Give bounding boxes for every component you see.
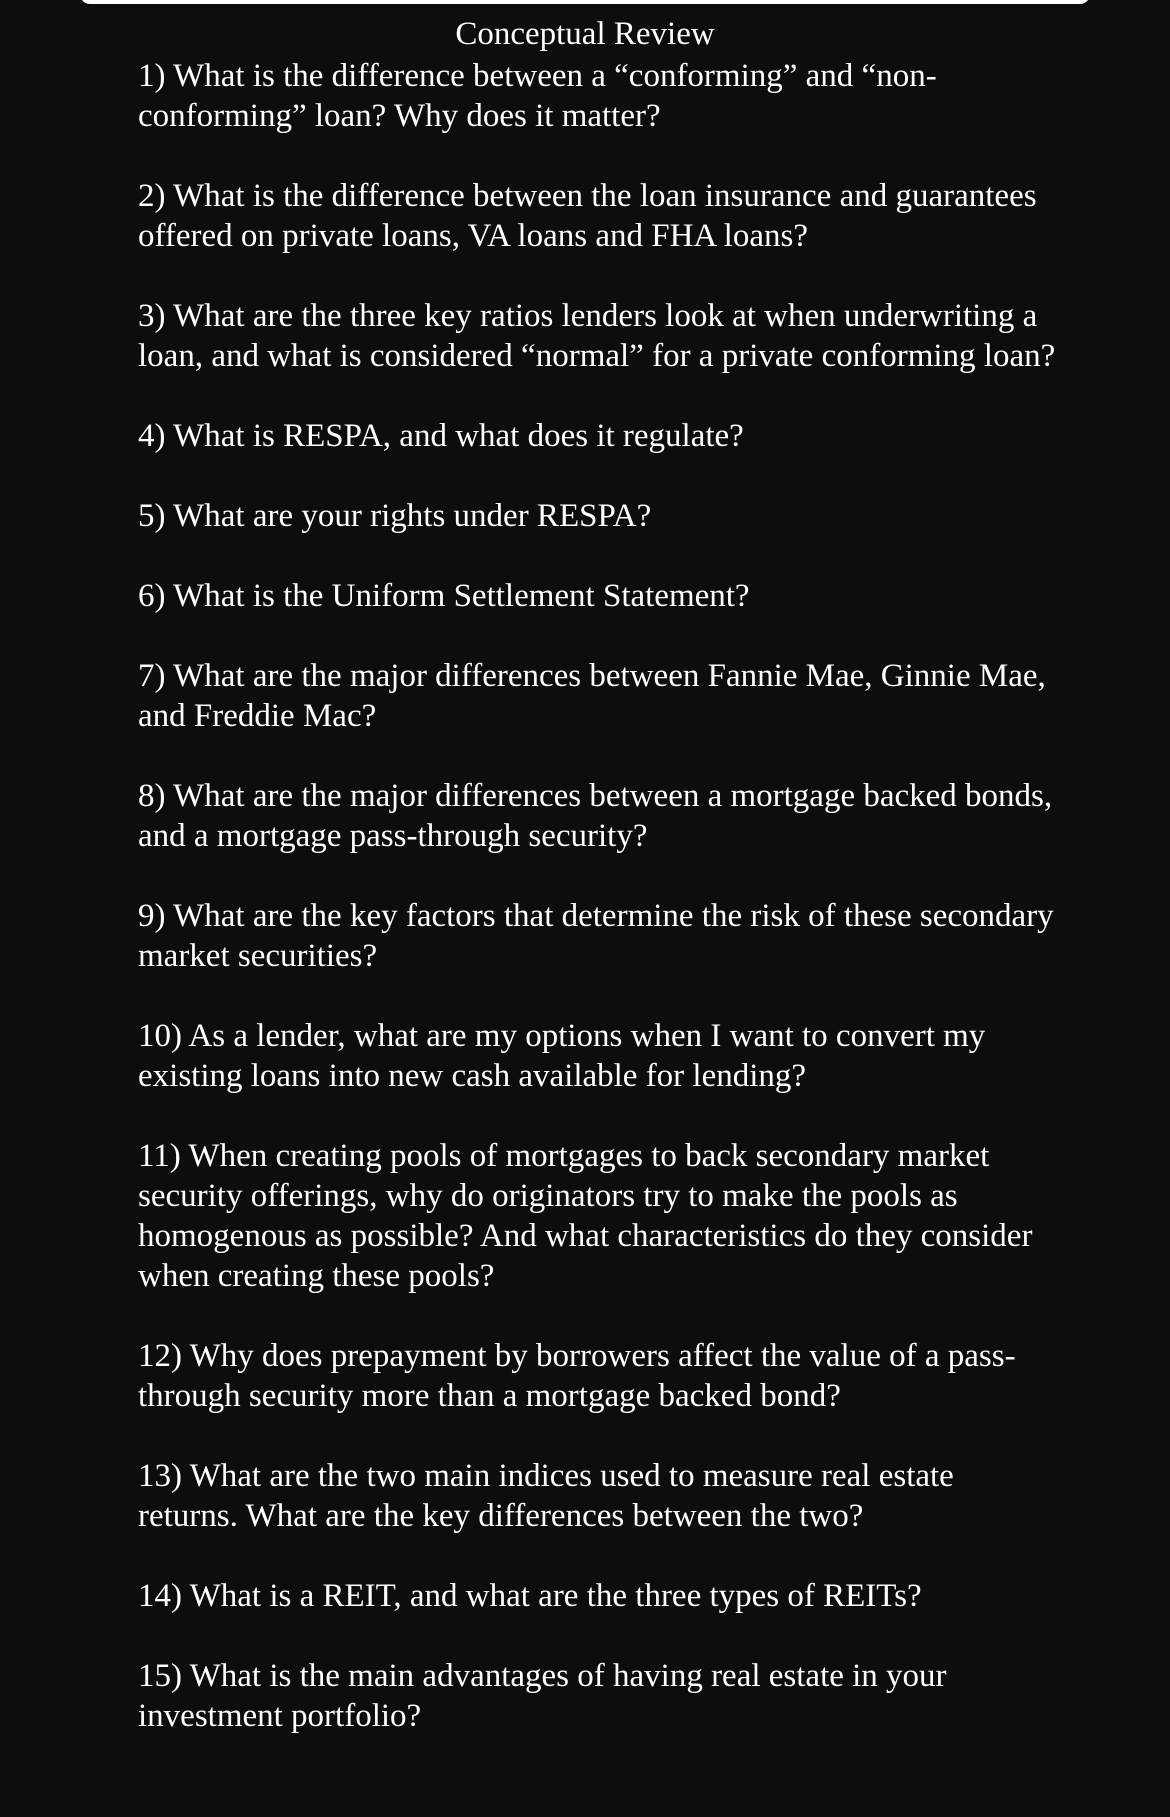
question-10: 10) As a lender, what are my options when I want to convert my existing loans into new cash available for lending? <box>138 1018 986 1094</box>
question-13: 13) What are the two main indices used to measure real estate returns. What are the key differences between the two? <box>138 1458 954 1534</box>
question-12: 12) Why does prepayment by borrowers affect the value of a pass-through security more than a mortgage backed bond? <box>138 1338 1016 1414</box>
question-14: 14) What is a REIT, and what are the three types of REITs? <box>138 1578 922 1614</box>
question-9: 9) What are the key factors that determine the risk of these secondary market securities? <box>138 898 1054 974</box>
question-15: 15) What is the main advantages of having real estate in your investment portfolio? <box>138 1658 947 1734</box>
question-3: 3) What are the three key ratios lenders look at when underwriting a loan, and what is considered “normal” for a private conforming loan? <box>138 298 1056 374</box>
question-5: 5) What are your rights under RESPA? <box>138 498 652 534</box>
question-7: 7) What are the major differences between Fannie Mae, Ginnie Mae, and Freddie Mac? <box>138 658 1046 734</box>
question-2: 2) What is the difference between the loan insurance and guarantees offered on private loans, VA loans and FHA loans? <box>138 178 1037 254</box>
question-list <box>138 56 1058 1776</box>
document-title: Conceptual Review <box>455 16 715 52</box>
question-6: 6) What is the Uniform Settlement Statement? <box>138 578 750 614</box>
question-11: 11) When creating pools of mortgages to back secondary market security offerings, why do originators try to make the pools as homogenous as possible? And what characteristics do they consider when creating these pools? <box>138 1138 1033 1294</box>
question-1: 1) What is the difference between a “conforming” and “non-conforming” loan? Why does it matter? <box>138 58 937 134</box>
question-4: 4) What is RESPA, and what does it regulate? <box>138 418 744 454</box>
question-8: 8) What are the major differences between a mortgage backed bonds, and a mortgage pass-through security? <box>138 778 1053 854</box>
